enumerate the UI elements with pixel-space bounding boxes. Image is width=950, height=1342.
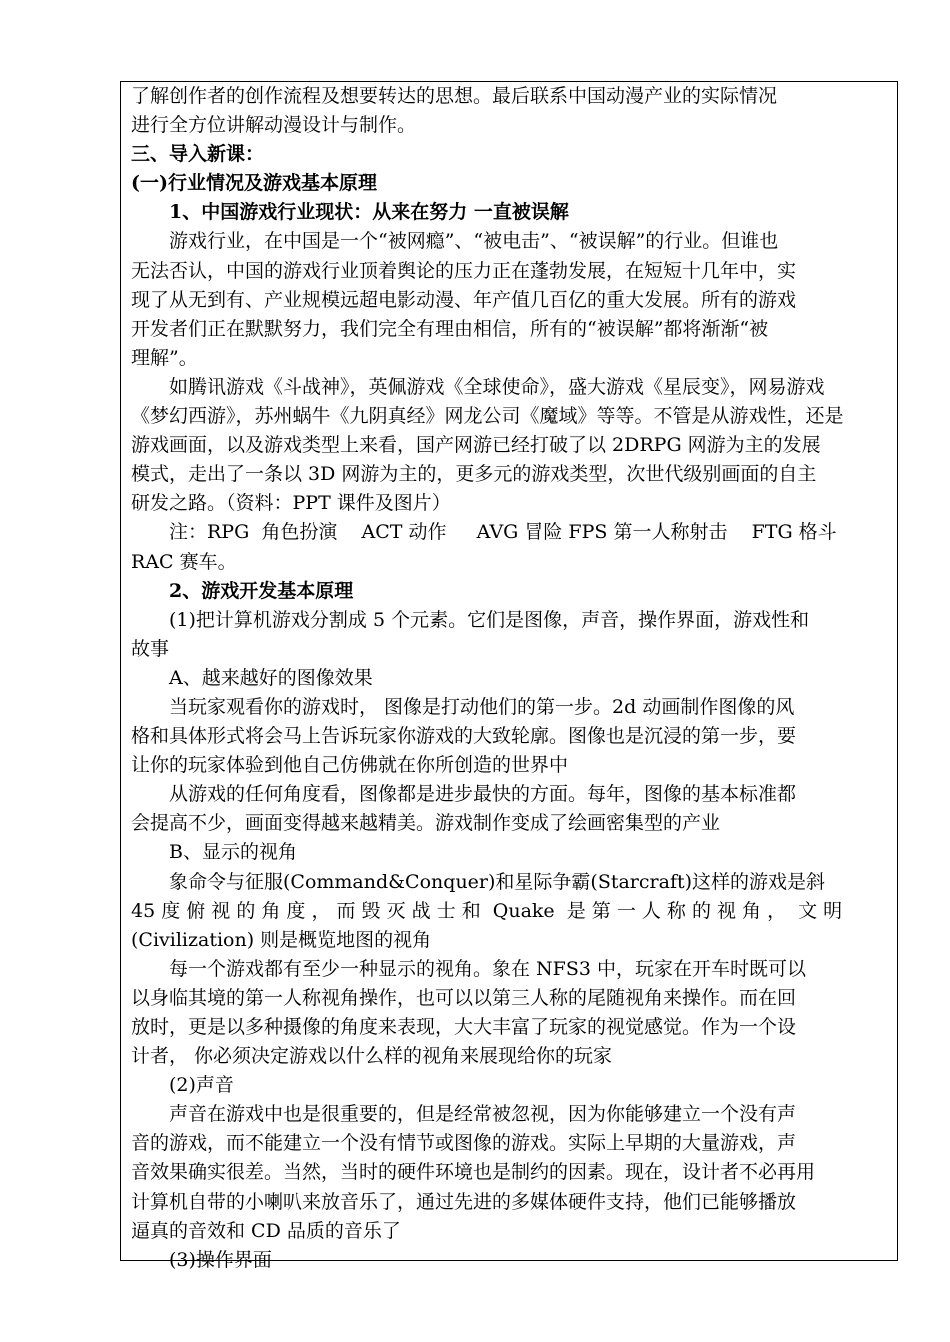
text-line: 如腾讯游戏《斗战神》，英佩游戏《全球使命》，盛大游戏《星辰变》，网易游戏 — [169, 375, 825, 398]
text-line: 放时，更是以多种摄像的角度来表现，大大丰富了玩家的视觉感觉。作为一个设 — [131, 1016, 797, 1038]
text-line: 注：RPG 角色扮演 ACT 动作 AVG 冒险 FPS 第一人称射击 FTG 格斗 — [169, 521, 837, 544]
text-line: 三、导入新课： — [131, 143, 265, 166]
text-line: 《梦幻西游》，苏州蜗牛《九阴真经》网龙公司《魔域》等等。不管是从游戏性，还是 — [131, 405, 844, 428]
text-line: 格和具体形式将会马上告诉玩家你游戏的大致轮廓。图像也是沉浸的第一步，要 — [131, 725, 797, 748]
text-line: 游戏行业，在中国是一个“被网瘾”、“被电击”、“被误解”的行业。但谁也 — [169, 230, 779, 253]
text-line: 了解创作者的创作流程及想要转达的思想。最后联系中国动漫产业的实际情况 — [131, 85, 778, 107]
text-line: 逼真的音效和 CD 品质的音乐了 — [131, 1219, 401, 1242]
text-line: 当玩家观看你的游戏时， 图像是打动他们的第一步。2d 动画制作图像的风 — [169, 695, 795, 718]
text-line: (3)操作界面 — [169, 1248, 272, 1271]
text-line: 理解”。 — [131, 346, 198, 369]
text-line: 2、游戏开发基本原理 — [169, 579, 354, 602]
text-line: 每一个游戏都有至少一种显示的视角。象在 NFS3 中，玩家在开车时既可以 — [169, 957, 806, 980]
text-line: 研发之路。（资料：PPT 课件及图片） — [131, 492, 451, 515]
text-line: (一)行业情况及游戏基本原理 — [131, 172, 377, 195]
text-line: RAC 赛车。 — [131, 550, 237, 573]
text-line: 无法否认，中国的游戏行业顶着舆论的压力正在蓬勃发展，在短短十几年中，实 — [131, 259, 797, 282]
text-line: A、越来越好的图像效果 — [169, 666, 373, 689]
text-line: 从游戏的任何角度看，图像都是进步最快的方面。每年，图像的基本标准都 — [169, 783, 797, 806]
text-line: 音效果确实很差。当然，当时的硬件环境也是制约的因素。现在，设计者不必再用 — [131, 1161, 816, 1184]
text-line: 进行全方位讲解动漫设计与制作。 — [131, 114, 417, 137]
text-line: 计者， 你必须决定游戏以什么样的视角来展现给你的玩家 — [131, 1045, 613, 1068]
text-line: (1)把计算机游戏分割成 5 个元素。它们是图像，声音，操作界面，游戏性和 — [169, 608, 810, 631]
text-line: (2)声音 — [169, 1074, 234, 1097]
text-line: B、显示的视角 — [169, 841, 297, 864]
text-line: (Civilization) 则是概览地图的视角 — [131, 928, 432, 951]
text-line: 45 度 俯 视 的 角 度 ， 而 毁 灭 战 士 和 Quake 是 第 一 人 称 的 视 角 ， 文 明 — [131, 899, 843, 922]
document-body — [131, 82, 893, 1275]
text-line: 声音在游戏中也是很重要的，但是经常被忽视，因为你能够建立一个没有声 — [169, 1103, 797, 1126]
text-line: 让你的玩家体验到他自己仿佛就在你所创造的世界中 — [131, 754, 569, 777]
text-line: 故事 — [131, 637, 170, 660]
text-line: 会提高不少，画面变得越来越精美。游戏制作变成了绘画密集型的产业 — [131, 812, 721, 835]
text-line: 计算机自带的小喇叭来放音乐了，通过先进的多媒体硬件支持，他们已能够播放 — [131, 1190, 797, 1213]
text-line: 音的游戏，而不能建立一个没有情节或图像的游戏。实际上早期的大量游戏，声 — [131, 1132, 797, 1155]
text-line: 开发者们正在默默努力，我们完全有理由相信，所有的“被误解”都将渐渐“被 — [131, 317, 769, 340]
text-line: 1、中国游戏行业现状：从来在努力 一直被误解 — [169, 201, 569, 224]
text-line: 现了从无到有、产业规模远超电影动漫、年产值几百亿的重大发展。所有的游戏 — [131, 288, 797, 311]
text-line: 象命令与征服(Command&Conquer)和星际争霸(Starcraft)这样的游戏是斜 — [169, 870, 826, 893]
text-line: 模式，走出了一条以 3D 网游为主的，更多元的游戏类型，次世代级别画面的自主 — [131, 463, 817, 486]
text-line: 游戏画面，以及游戏类型上来看，国产网游已经打破了以 2DRPG 网游为主的发展 — [131, 434, 821, 457]
text-line: 以身临其境的第一人称视角操作，也可以以第三人称的尾随视角来操作。而在回 — [131, 986, 797, 1009]
